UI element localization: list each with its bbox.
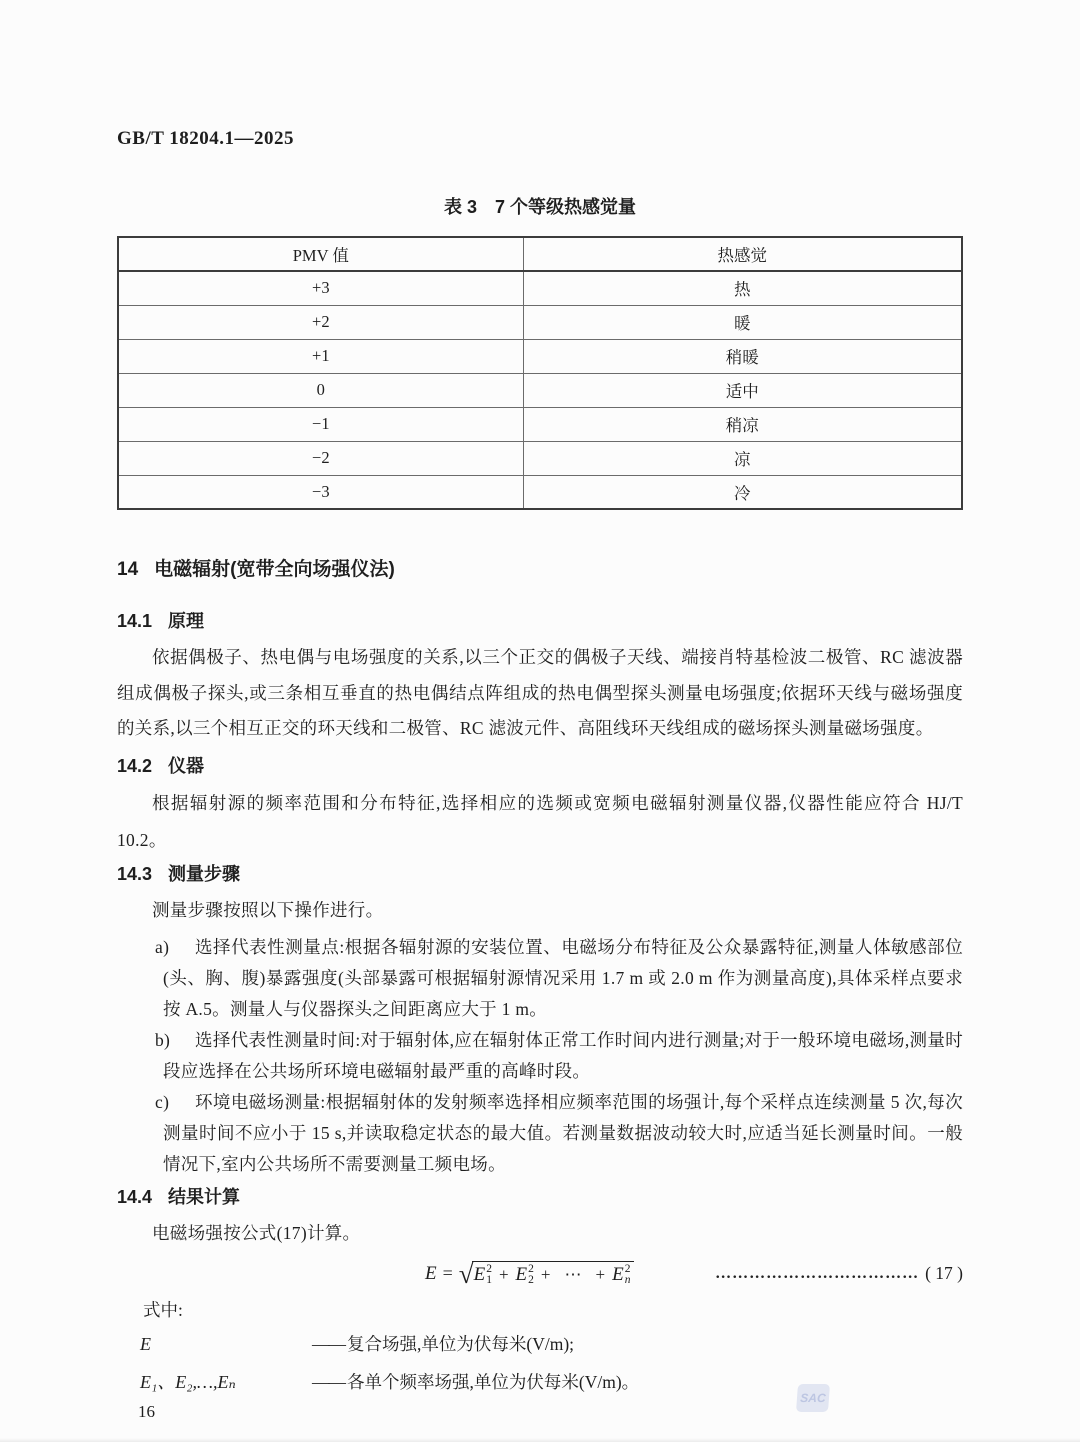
table-header-pmv: PMV 值 — [118, 237, 523, 271]
pmv-table — [117, 236, 963, 510]
list-item-text: 选择代表性测量时间:对于辐射体,应在辐射体正常工作时间内进行测量;对于一般环境电磁场,测量时段应选择在公共场所环境电磁辐射最严重的高峰时段。 — [163, 1029, 963, 1081]
section-14-2-heading — [117, 753, 963, 779]
section-title: 原理 — [168, 611, 205, 631]
section-14-2-paragraph: 根据辐射源的频率范围和分布特征,选择相应的选频或宽频电磁辐射测量仪器,仪器性能应符合 HJ/T 10.2。 — [117, 792, 963, 850]
pmv-value: −2 — [118, 441, 523, 475]
where-entry-en — [140, 1367, 963, 1397]
equation-lhs: E — [425, 1262, 437, 1284]
section-number: 14.1 — [117, 611, 153, 631]
equation-expression — [425, 1258, 634, 1289]
symbol: E₁、E₂,…,Eₙ — [140, 1371, 236, 1392]
term-e2: E 2 2 — [515, 1263, 534, 1286]
section-title: 结果计算 — [168, 1186, 241, 1207]
list-item — [155, 1087, 963, 1180]
table-row — [118, 475, 962, 509]
page-content — [117, 0, 963, 1397]
section-number: 14 — [117, 559, 139, 580]
list-item-text: 选择代表性测量点:根据各辐射源的安装位置、电磁场分布特征及公众暴露特征,测量人体敏感部位(头、胸、腹)暴露强度(头部暴露可根据辐射源情况采用 1.7 m 或 2.0 m 作为测量高度),具体采样点要求按 A.5。测量人与仪器探头之间距离应大于 1 m。 — [163, 936, 963, 1019]
sensation-value: 适中 — [523, 373, 962, 407]
section-14-3-heading — [117, 861, 963, 887]
section-14-1-heading — [117, 608, 963, 634]
section-14-1-paragraph: 依据偶极子、热电偶与电场强度的关系,以三个正交的偶极子天线、端接肖特基检波二极管、RC 滤波器组成偶极子探头,或三条相互垂直的热电偶结点阵组成的热电偶型探头测量电场强度;依据环天线与磁场强度的关系,以三个相互正交的环天线和二极管、RC 滤波元件、高阻线环天线组成的磁场探头测量磁场强度。 — [117, 647, 963, 738]
cdots: ⋯ — [564, 1265, 582, 1284]
pmv-value: +1 — [118, 339, 523, 373]
sensation-value: 稍凉 — [523, 407, 962, 441]
sensation-value: 暖 — [523, 305, 962, 339]
dash: —— — [312, 1333, 345, 1354]
symbol: E — [140, 1333, 151, 1354]
table-header-sensation: 热感觉 — [523, 237, 962, 271]
list-marker: c) — [155, 1091, 170, 1112]
section-14-4-intro: 电磁场强按公式(17)计算。 — [152, 1222, 361, 1243]
table-row — [118, 407, 962, 441]
section-number: 14.3 — [117, 863, 153, 884]
plus-operator: + — [540, 1265, 551, 1284]
dot-leader: ……………………………… — [715, 1264, 920, 1282]
symbol-description: 复合场强,单位为伏每米(V/m); — [347, 1333, 575, 1354]
term-e1: E 2 1 — [473, 1263, 492, 1286]
table-row — [118, 305, 962, 339]
sac-watermark-logo: SAC — [796, 1384, 830, 1412]
equals-sign: = — [442, 1263, 453, 1283]
list-marker: b) — [155, 1029, 171, 1050]
pmv-value: −1 — [118, 407, 523, 441]
pmv-value: −3 — [118, 475, 523, 509]
table-header-row — [118, 237, 962, 271]
radicand — [472, 1261, 635, 1286]
table-row — [118, 339, 962, 373]
table-row — [118, 373, 962, 407]
document-code: GB/T 18204.1—2025 — [117, 128, 295, 149]
term-en: E 2 n — [612, 1263, 631, 1286]
section-14-4-heading — [117, 1184, 963, 1210]
section-14-heading — [117, 556, 963, 584]
section-number: 14.4 — [117, 1186, 153, 1207]
plus-operator: + — [498, 1265, 509, 1284]
list-item — [155, 932, 963, 1025]
page-bottom-edge — [0, 1438, 1080, 1442]
list-item-text: 环境电磁场测量:根据辐射体的发射频率选择相应频率范围的场强计,每个采样点连续测量 5 次,每次测量时间不应小于 15 s,并读取稳定状态的最大值。若测量数据波动较大时,应适当延长测量时间。一般情况下,室内公共场所不需要测量工频电场。 — [163, 1091, 963, 1174]
sensation-value: 冷 — [523, 475, 962, 509]
table3-title: 表 3 7 个等级热感觉量 — [443, 197, 637, 217]
list-marker: a) — [155, 936, 170, 957]
symbol-description: 各单个频率场强,单位为伏每米(V/m)。 — [347, 1371, 640, 1392]
section-14-3-intro: 测量步骤按照以下操作进行。 — [152, 899, 384, 920]
sensation-value: 热 — [523, 271, 962, 305]
where-label: 式中: — [143, 1299, 183, 1320]
sensation-value: 稍暖 — [523, 339, 962, 373]
section-title: 电磁辐射(宽带全向场强仪法) — [154, 559, 395, 580]
sensation-value: 凉 — [523, 441, 962, 475]
page-number: 16 — [138, 1402, 155, 1421]
list-item — [155, 1025, 963, 1087]
table-row — [118, 271, 962, 305]
equation-17 — [117, 1257, 963, 1291]
table-row — [118, 441, 962, 475]
pmv-value: +3 — [118, 271, 523, 305]
section-title: 测量步骤 — [168, 863, 241, 884]
section-title: 仪器 — [168, 755, 205, 776]
equation-number: ( 17 ) — [925, 1263, 963, 1283]
pmv-value: +2 — [118, 305, 523, 339]
radical-sign-icon: √ — [458, 1258, 474, 1289]
dash: —— — [312, 1371, 345, 1392]
pmv-value: 0 — [118, 373, 523, 407]
measurement-step-list — [117, 932, 963, 1180]
plus-operator: + — [595, 1265, 606, 1284]
section-number: 14.2 — [117, 755, 153, 776]
where-entry-e — [140, 1329, 963, 1359]
